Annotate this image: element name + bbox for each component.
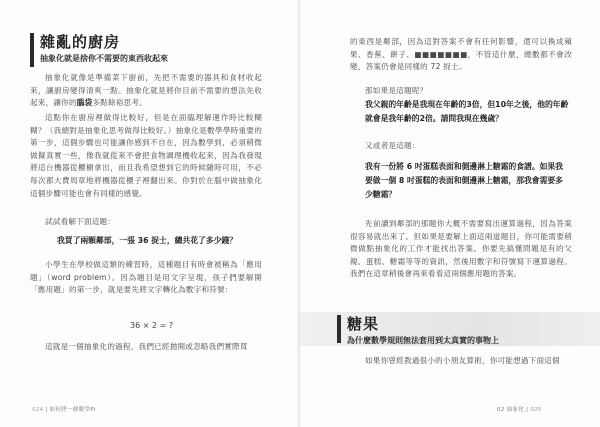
chapter-title: 02 抽象化 bbox=[497, 407, 525, 413]
question-father-age: 我父親的年齡是我現在年齡的3倍，但10年之後，他的年齡就會是我年齡的2倍。請問我現在幾歲？ bbox=[365, 100, 569, 123]
paragraph-explanation: 先前讀到鄰部的那題你大概不需要寫出運算過程，因為答案很容易就出來了。但如果是要解上面這兩道題目，你可能需要稍微做點抽象化的工作才能找出答案。你要先搞懂問題是有的父親、蛋糕、糖霜等等的資訊，然後用數字和符號寫下運算過程。我們在這章稍後會再來看看這兩個應用題的答案。 bbox=[350, 219, 572, 279]
equation: 36 × 2 = ? bbox=[130, 321, 174, 330]
book-title: 如何烤一個數學Pi bbox=[49, 407, 96, 413]
emphasis-brain: 腦袋 bbox=[76, 98, 93, 108]
paragraph-what-about: 那如果是這題呢？ bbox=[365, 86, 428, 95]
section-subtitle: 抽象化就是捨你不需要的東西收起來 bbox=[40, 54, 168, 63]
section-heading-kitchen bbox=[30, 33, 168, 67]
paragraph-abstraction: 這就是一個抽象化的過程，我們已經拋開或忽略我們實際買 bbox=[45, 342, 248, 351]
paragraph-try: 試試看解下面這題： bbox=[45, 217, 116, 226]
paragraph-kitchen: 這點你在廚房裡做得比較好，但是在面臨理解運作時比較糊糊？（我總對是抽象化思考做得比較好。）抽象化是數學學時重要的第一步，這個步驟也可能讓你感到不自在，因為數學到，必須稍微做擬真實一些，像我就從來不會把食物調理機收起來，因為我發現將這台機器從櫃櫥拿出，而且我希望想到它的時候隨時可用，不必每次都大費周章地將機器從櫃子裡翻出來。你對於在腦中做抽象化這個步驟可能也會有同樣的感覺。 bbox=[30, 113, 262, 198]
footer-right: 02 抽象化 | 025 bbox=[497, 407, 542, 413]
section-heading-bar bbox=[30, 33, 34, 67]
section-title: 雜亂的廚房 bbox=[40, 33, 121, 51]
section-heading-bar bbox=[337, 315, 341, 343]
paragraph-continuation: 的東西是鄰部，因為這對答案不會有任何影響，還可以換成蘋果、香蕉、餅子、■■■■■■■，不管這什麼，總數都不會改變，答案仍會是同樣的 72 捉士。 bbox=[350, 37, 572, 72]
question-pineapples: 我買了兩顆鄰部，一張 36 捉士，總共花了多少錢？ bbox=[57, 236, 238, 245]
section-title: 糖果 bbox=[347, 315, 380, 333]
question-cake-frosting: 我有一份將 6 吋蛋糕表面和側邊淋上糖霜的食譜。如果我要做一個 8 吋蛋糕的表面和側邊淋上糖霜，那我會需要多少糖霜？ bbox=[365, 162, 563, 199]
page-number: 024 bbox=[32, 407, 44, 413]
paragraph-candy-intro: 如果你曾經教過很小的小朋友算術，你可能想過下面這個 bbox=[365, 356, 560, 365]
section-subtitle: 為什麼數學規則無法套用到太真實的事物上 bbox=[347, 336, 499, 345]
footer-left: 024 | 如何烤一個數學Pi bbox=[32, 407, 96, 413]
paragraph-intro: 抽象化就像是準備菜下廚前，先把不需要的器具和食材收起來，讓廚房變得清爽一點。抽象化就是將你目前不需要的想法先收起來，讓你的腦袋多點餘裕思考。 bbox=[30, 73, 262, 108]
page-number: 025 bbox=[530, 407, 542, 413]
section-heading-candy bbox=[337, 315, 499, 347]
paragraph-or-this: 又或者是這題： bbox=[365, 141, 420, 150]
paragraph-word-problem: 小學生在學校做這類的練習時，這種題目有時會被稱為「應用題」（word problem）。因為題目是用文字呈現，孩子們要解開「應用題」的第一步，就是要先將文字轉化為數字和符號： bbox=[30, 260, 262, 295]
